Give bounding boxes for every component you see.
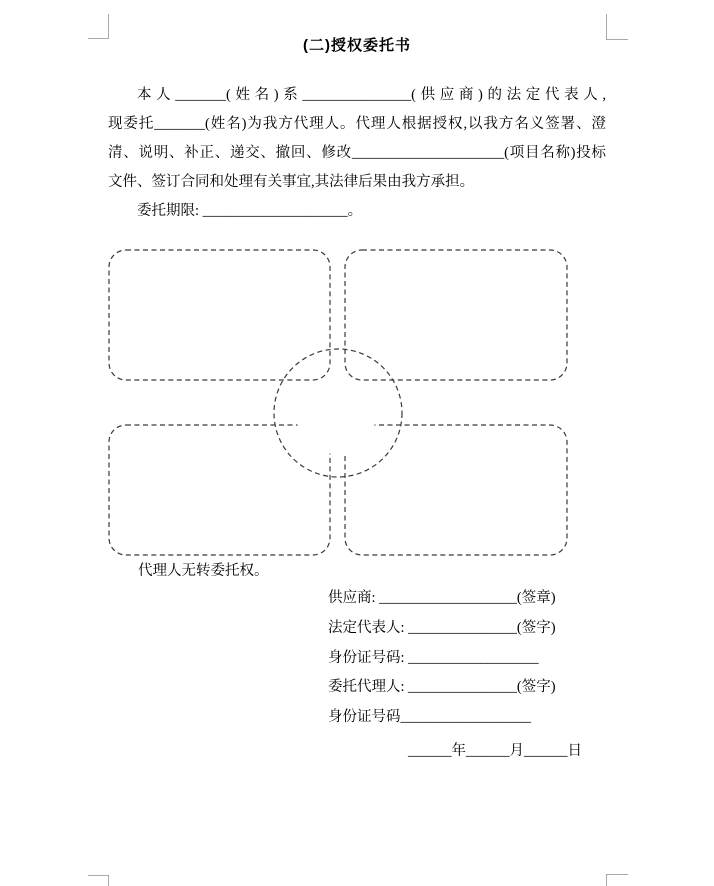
placeholder-box-bottom-left: [109, 425, 330, 555]
paragraph-line: 文件、签订合同和处理有关事宜,其法律后果由我方承担。: [108, 174, 475, 190]
legal-representative-line: 法定代表人: _______________(签字): [328, 619, 556, 636]
entrust-term-line: 委托期限: ____________________。: [137, 203, 363, 219]
id-number-line: 身份证号码: __________________: [328, 649, 539, 666]
placeholder-box-top-left: [109, 250, 330, 380]
date-line: ______年______月______日: [408, 743, 582, 759]
paragraph-line: 现委托_______(姓名)为我方代理人。代理人根据授权,以我方名义签署、澄: [108, 116, 606, 132]
supplier-seal-line: 供应商: ___________________(签章): [328, 590, 556, 606]
signature-block: [328, 584, 556, 733]
paragraph-line: 清、说明、补正、递交、撤回、修改_____________________(项目名称)投标: [108, 145, 606, 161]
crop-mark-bottom-left-vertical: [108, 875, 109, 886]
placeholder-box-top-right: [345, 250, 567, 380]
placeholder-box-bottom-right: [345, 425, 567, 555]
seal-diagram: [100, 240, 580, 560]
paragraph-line: 本人_______(姓名)系_______________(供应商)的法定代表人,: [137, 87, 606, 103]
seal-overlap-mask: [296, 374, 376, 454]
agent-id-number-line: 身份证号码__________________: [328, 709, 531, 726]
entrusted-agent-line: 委托代理人: _______________(签字): [328, 679, 556, 696]
crop-mark-bottom-right-horizontal: [606, 874, 628, 875]
no-subdelegation-note: 代理人无转委托权。: [138, 563, 269, 579]
body-paragraph: [108, 81, 606, 226]
page-title: (二)授权委托书: [303, 37, 411, 54]
crop-mark-bottom-left-horizontal: [88, 875, 109, 876]
crop-mark-bottom-right-vertical: [606, 874, 607, 886]
